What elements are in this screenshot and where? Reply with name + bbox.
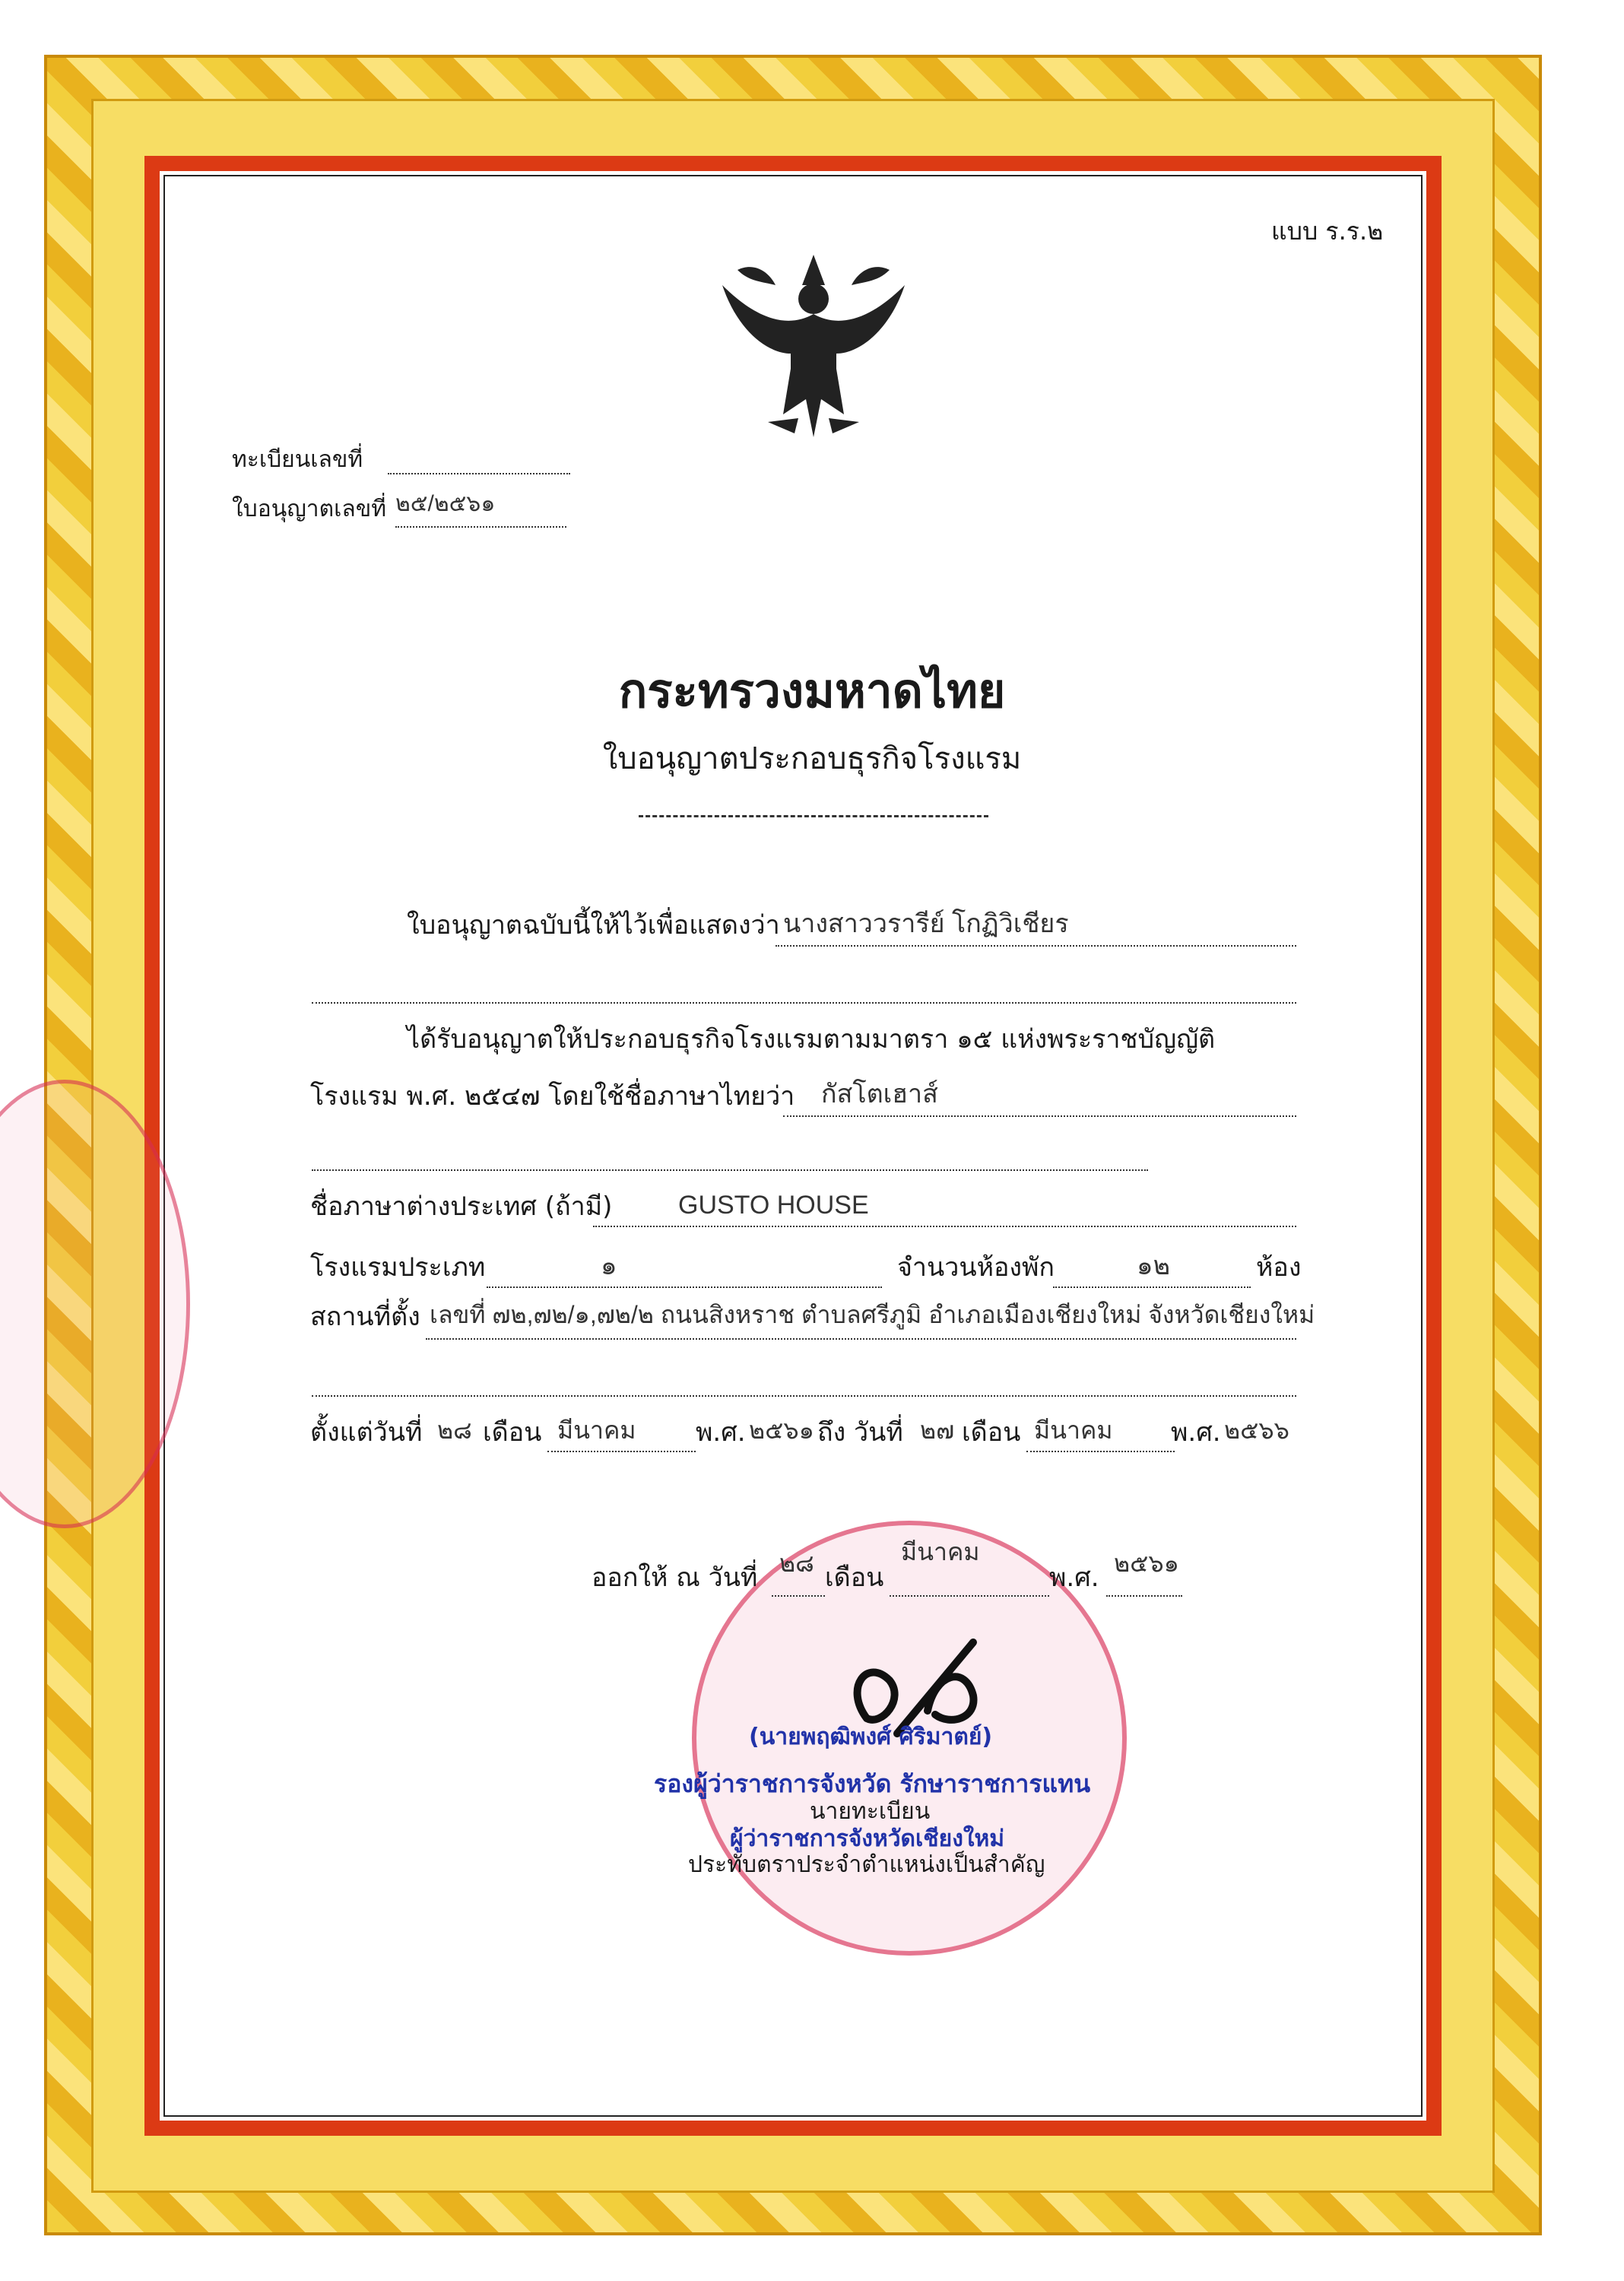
registrar-label: นายทะเบียน xyxy=(810,1798,931,1825)
from-month-dots xyxy=(547,1451,696,1452)
foreign-name-dots xyxy=(593,1226,1296,1227)
registration-dots xyxy=(388,473,570,474)
issued-day: ๒๘ xyxy=(779,1550,814,1577)
issued-month-dots xyxy=(890,1595,1049,1597)
governor-label: ผู้ว่าราชการจังหวัดเชียงใหม่ xyxy=(730,1826,1005,1852)
document-title: ใบอนุญาตประกอบธุรกิจโรงแรม xyxy=(602,741,1022,776)
issued-day-dots xyxy=(772,1595,825,1597)
location-dots xyxy=(426,1338,1296,1340)
from-year: ๒๕๖๑ xyxy=(749,1417,814,1444)
registration-label: ทะเบียนเลขที่ xyxy=(232,446,363,473)
license-no-label: ใบอนุญาตเลขที่ xyxy=(232,496,387,522)
rooms-dots xyxy=(1053,1286,1251,1288)
issued-year: ๒๕๖๑ xyxy=(1114,1550,1179,1577)
seal-note: ประทับตราประจำตำแหน่งเป็นสำคัญ xyxy=(688,1851,1045,1878)
to-month-dots xyxy=(1026,1451,1175,1452)
location-label: สถานที่ตั้ง xyxy=(310,1302,420,1332)
title-divider xyxy=(639,815,988,817)
signer-name: (นายพฤฒิพงศ์ ศิริมาตย์) xyxy=(749,1724,993,1750)
thai-name: กัสโตเฮาส์ xyxy=(821,1080,938,1109)
license-no-dots xyxy=(395,526,566,528)
issued-month-label: เดือน xyxy=(825,1562,884,1593)
to-year: ๒๕๖๖ xyxy=(1224,1417,1289,1444)
authorized-text: ได้รับอนุญาตให้ประกอบธุรกิจโรงแรมตามมาตรา ๑๕ แห่งพระราชบัญญัติ xyxy=(407,1024,1216,1055)
issued-label: ออกให้ ณ วันที่ xyxy=(592,1562,758,1593)
ministry-title: กระทรวงมหาดไทย xyxy=(618,663,1006,719)
issued-month: มีนาคม xyxy=(901,1538,980,1566)
rooms-value: ๑๒ xyxy=(1137,1252,1170,1280)
rooms-unit: ห้อง xyxy=(1256,1252,1302,1283)
to-month: มีนาคม xyxy=(1034,1417,1113,1444)
hotel-type-value: ๑ xyxy=(601,1252,617,1280)
location-value: เลขที่ ๗๒,๗๒/๑,๗๒/๒ ถนนสิงหราช ตำบลศรีภูมิ อำเภอเมืองเชียงใหม่ จังหวัดเชียงใหม่ xyxy=(430,1301,1315,1328)
to-label: ถึง วันที่ xyxy=(817,1417,903,1448)
license-no-value: ๒๕/๒๕๖๑ xyxy=(395,491,496,516)
rooms-label: จำนวนห้องพัก xyxy=(897,1252,1055,1283)
issued-year-dots xyxy=(1106,1595,1182,1597)
holder-name: นางสาววรารีย์ โกฏิวิเชียร xyxy=(783,909,1069,938)
form-code: แบบ ร.ร.๒ xyxy=(1271,217,1384,246)
from-day: ๒๘ xyxy=(437,1417,472,1444)
to-year-label: พ.ศ. xyxy=(1171,1417,1221,1448)
from-month: มีนาคม xyxy=(557,1417,636,1444)
statement-label: ใบอนุญาตฉบับนี้ให้ไว้เพื่อแสดงว่า xyxy=(407,910,780,941)
to-month-label: เดือน xyxy=(962,1417,1021,1448)
foreign-name-label: ชื่อภาษาต่างประเทศ (ถ้ามี) xyxy=(310,1191,613,1222)
act-text: โรงแรม พ.ศ. ๒๕๔๗ โดยใช้ชื่อภาษาไทยว่า xyxy=(310,1081,795,1112)
hotel-type-dots xyxy=(487,1286,882,1288)
holder-dots xyxy=(776,945,1296,947)
signer-title: รองผู้ว่าราชการจังหวัด รักษาราชการแทน xyxy=(654,1769,1091,1798)
foreign-name: GUSTO HOUSE xyxy=(678,1191,869,1220)
issued-year-label: พ.ศ. xyxy=(1049,1562,1099,1593)
thai-name-dots-line2 xyxy=(312,1169,1148,1171)
to-day: ๒๗ xyxy=(920,1417,955,1444)
thai-name-dots xyxy=(783,1115,1296,1117)
garuda-emblem-icon xyxy=(707,240,920,452)
from-day-label: ตั้งแต่วันที่ xyxy=(310,1417,423,1448)
from-year-label: พ.ศ. xyxy=(696,1417,746,1448)
hotel-type-label: โรงแรมประเภท xyxy=(310,1252,486,1283)
holder-dots-line2 xyxy=(312,1002,1296,1004)
from-month-label: เดือน xyxy=(483,1417,542,1448)
location-dots-line2 xyxy=(312,1395,1296,1397)
